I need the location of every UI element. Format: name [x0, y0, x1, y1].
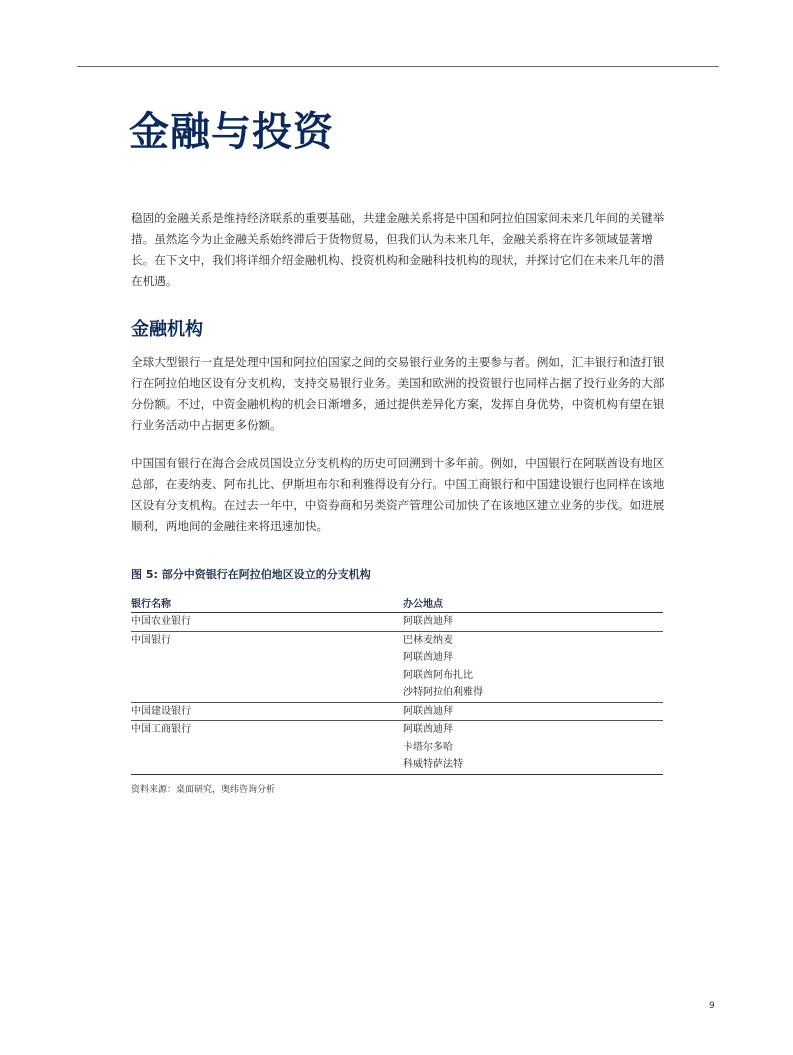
location-list [403, 721, 663, 774]
location: 卡塔尔多哈 [403, 741, 453, 753]
branch-table [131, 593, 663, 775]
top-divider [77, 66, 719, 67]
bank-name: 中国银行 [131, 634, 171, 646]
bank-name: 中国工商银行 [131, 724, 191, 735]
intro-paragraph: 稳固的金融关系是维持经济联系的重要基础，共建金融关系将是中国和阿拉伯国家间未来几年间的关键举措。虽然迄今为止金融关系始终滞后于货物贸易，但我们认为未来几年，金融关系将在许多领域显著增长。在下文中，我们将详细介绍金融机构、投资机构和金融科技机构的现状，并探讨它们在未来几年的潜在机遇。 [131, 211, 665, 288]
section-paragraph-2: 中国国有银行在海合会成员国设立分支机构的历史可回溯到十多年前。例如，中国银行在阿联酋设有地区总部，在麦纳麦、阿布扎比、伊斯坦布尔和利雅得设有分行。中国工商银行和中国建设银行也同样在该地区设有分支机构。在过去一年中，中资券商和另类资产管理公司加快了在该地区建立业务的步伐。如进展顺利，两地间的金融往来将迅速加快。 [131, 456, 665, 533]
location: 沙特阿拉伯利雅得 [403, 687, 483, 698]
table-row [131, 632, 663, 703]
table-row [131, 703, 663, 722]
table-header [131, 593, 663, 613]
section-title: 金融机构 [131, 319, 203, 340]
location-list [403, 613, 663, 631]
source-note: 资料来源：桌面研究，奥纬咨询分析 [131, 785, 276, 795]
bank-name: 中国建设银行 [131, 705, 191, 717]
location-list [403, 632, 663, 702]
figure-title: 图 5: 部分中资银行在阿拉伯地区设立的分支机构 [131, 568, 371, 581]
location: 阿联酋迪拜 [403, 616, 453, 627]
header-office: 办公地点 [403, 599, 443, 610]
section-paragraph-1: 全球大型银行一直是处理中国和阿拉伯国家之间的交易银行业务的主要参与者。例如，汇丰银行和渣打银行在阿拉伯地区设有分支机构，支持交易银行业务。美国和欧洲的投资银行也同样占据了投行业务的大部分份额。不过，中资金融机构的机会日渐增多，通过提供差异化方案，发挥自身优势，中资机构有望在银行业务活动中占据更多份额。 [131, 355, 665, 432]
location: 阿联酋阿布扎比 [403, 669, 473, 681]
location: 阿联酋迪拜 [403, 705, 453, 717]
location: 科威特萨法特 [403, 759, 463, 770]
page-number: 9 [709, 1001, 715, 1011]
page-title: 金融与投资 [129, 109, 334, 155]
bank-name: 中国农业银行 [131, 616, 191, 627]
table-row [131, 721, 663, 775]
location-list [403, 703, 663, 721]
location: 阿联酋迪拜 [403, 724, 453, 735]
table-row [131, 613, 663, 632]
location: 巴林麦纳麦 [403, 634, 453, 646]
location: 阿联酋迪拜 [403, 652, 453, 663]
header-bank: 银行名称 [131, 599, 171, 610]
